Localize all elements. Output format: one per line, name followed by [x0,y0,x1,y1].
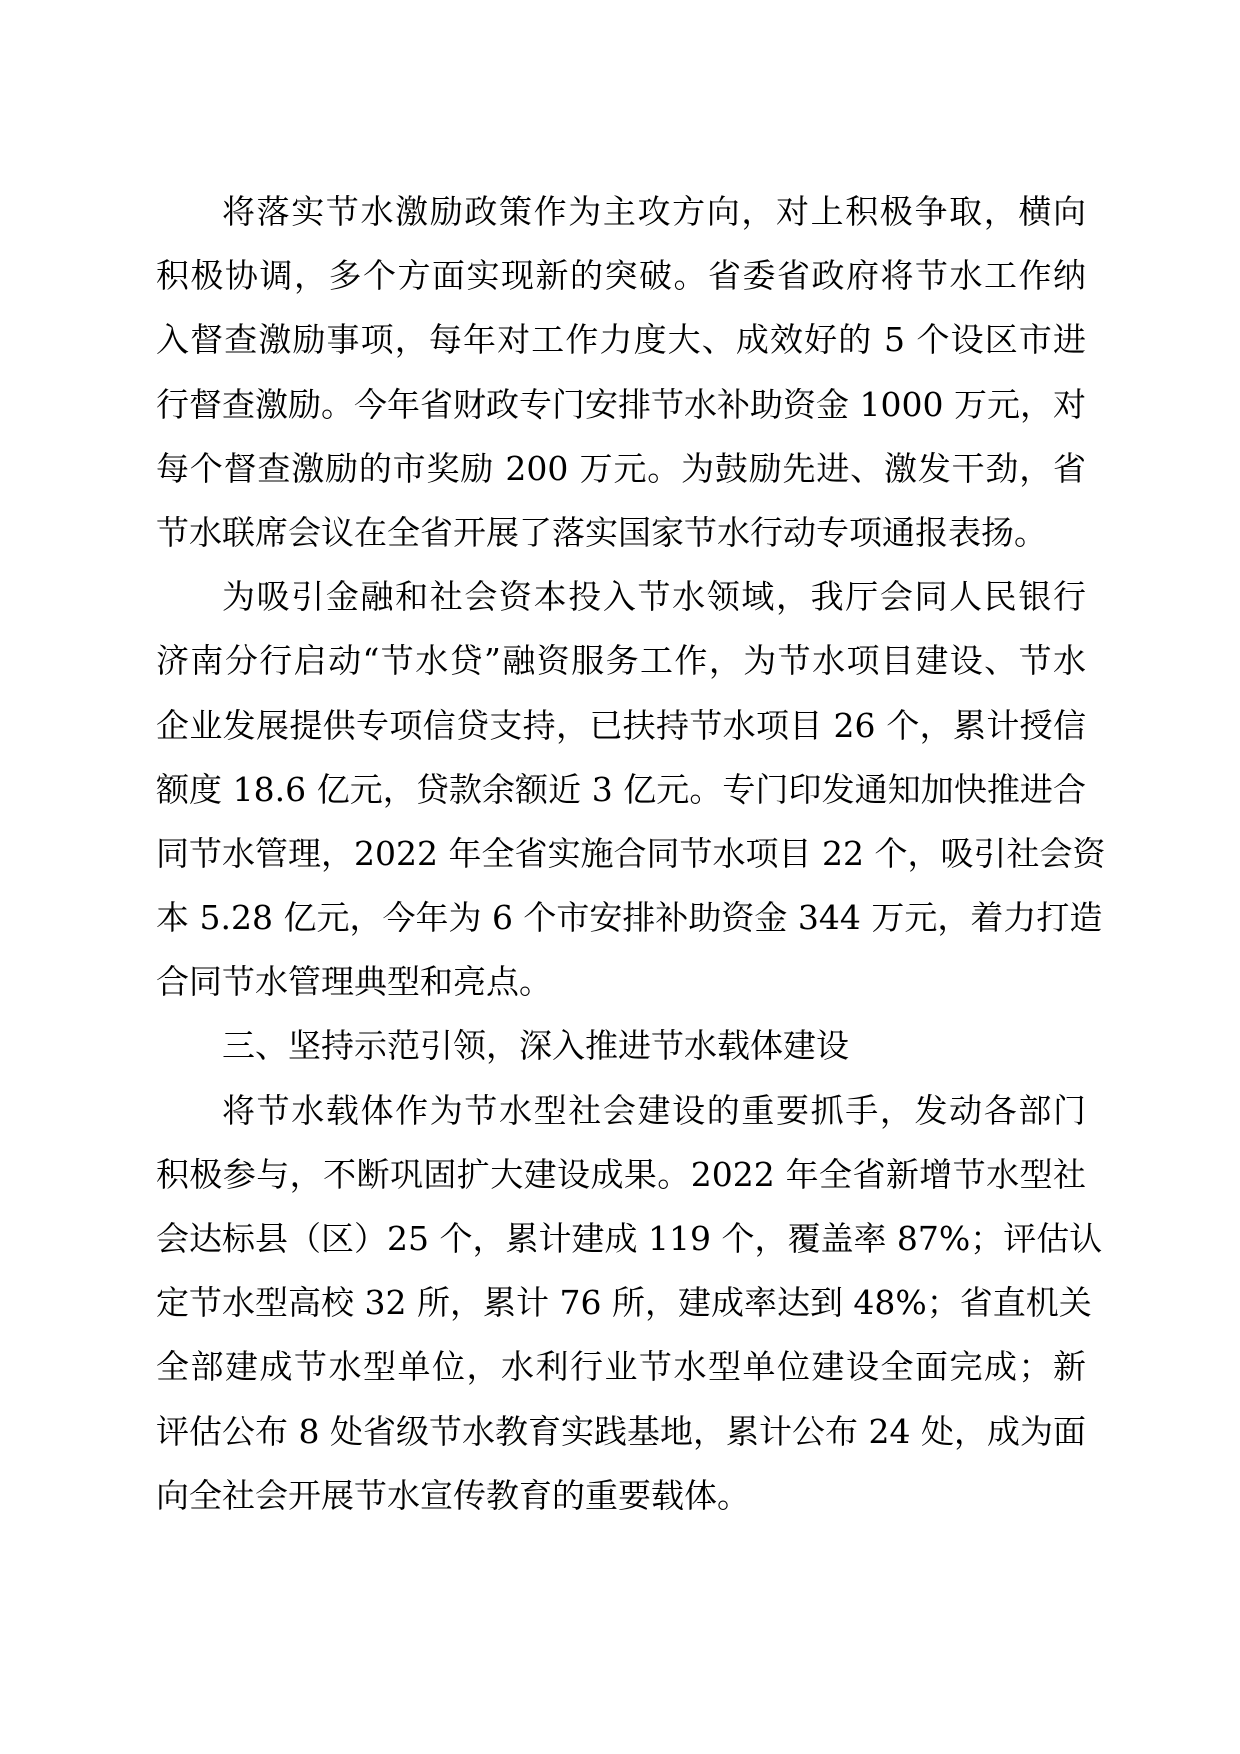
text-line: 会达标县（区）25 个，累计建成 119 个，覆盖率 87%；评估认 [156,1219,1103,1258]
document-page [156,180,1106,1528]
text-line: 积极协调，多个方面实现新的突破。省委省政府将节水工作纳 [156,256,1086,296]
text-line: 评估公布 8 处省级节水教育实践基地，累计公布 24 处，成为面 [156,1411,1086,1451]
text-line: 定节水型高校 32 所，累计 76 所，建成率达到 48%；省直机关 [156,1283,1092,1323]
text-line: 同节水管理，2022 年全省实施合同节水项目 22 个，吸引社会资 [156,833,1106,873]
text-line: 向全社会开展节水宣传教育的重要载体。 [156,1475,750,1515]
text-line: 将落实节水激励政策作为主攻方向，对上积极争取，横向 [222,192,1086,231]
heading-line: 三、坚持示范引领，深入推进节水载体建设 [222,1026,849,1066]
text-line: 本 5.28 亿元，今年为 6 个市安排补助资金 344 万元，着力打造 [156,898,1103,938]
section-heading [156,1014,1086,1078]
text-line: 合同节水管理典型和亮点。 [156,962,552,1002]
text-line: 企业发展提供专项信贷支持，已扶持节水项目 26 个，累计授信 [156,705,1086,745]
text-line: 为吸引金融和社会资本投入节水领域，我厅会同人民银行 [222,577,1086,617]
text-line: 每个督查激励的市奖励 200 万元。为鼓励先进、激发干劲，省 [156,448,1086,488]
text-line: 积极参与，不断巩固扩大建设成果。2022 年全省新增节水型社 [156,1154,1086,1194]
paragraph-financing [156,565,1106,1014]
paragraph-incentive-policy [156,180,1086,565]
paragraph-carriers [156,1079,1103,1528]
text-line: 全部建成节水型单位，水利行业节水型单位建设全面完成；新 [156,1347,1086,1387]
text-line: 节水联席会议在全省开展了落实国家节水行动专项通报表扬。 [156,512,1047,552]
text-line: 将节水载体作为节水型社会建设的重要抓手，发动各部门 [222,1090,1086,1130]
text-line: 入督查激励事项，每年对工作力度大、成效好的 5 个设区市进 [156,320,1086,360]
text-line: 行督查激励。今年省财政专门安排节水补助资金 1000 万元，对 [156,384,1086,424]
text-line: 额度 18.6 亿元，贷款余额近 3 亿元。专门印发通知加快推进合 [156,769,1086,809]
text-line: 济南分行启动“节水贷”融资服务工作，为节水项目建设、节水 [156,641,1086,681]
